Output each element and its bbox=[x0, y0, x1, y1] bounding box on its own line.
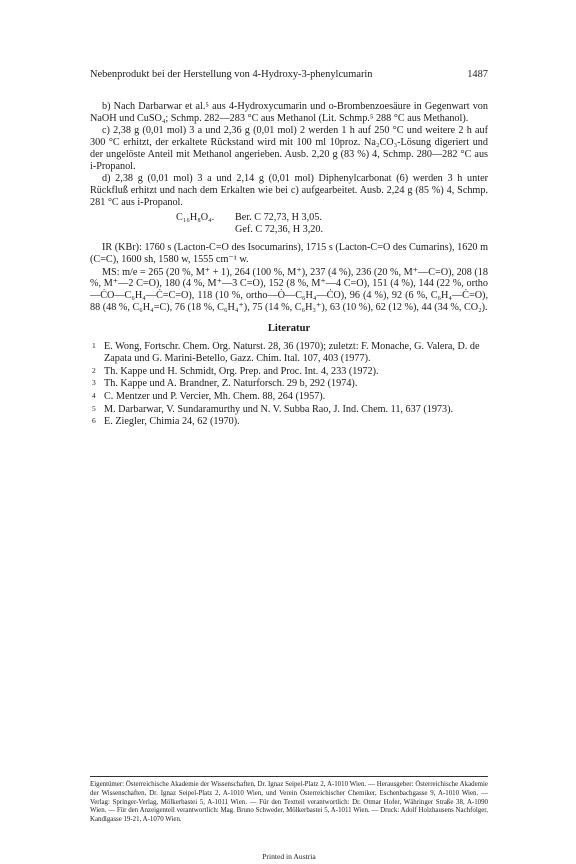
running-title: Nebenprodukt bei der Herstellung von 4-Hydroxy-3-phenylcumarin bbox=[90, 69, 373, 80]
calculated-values: Ber. C 72,73, H 3,05. bbox=[235, 212, 322, 224]
reference-item: 3 Th. Kappe und A. Brandner, Z. Naturforsch. 29 b, 292 (1974). bbox=[92, 378, 358, 390]
article-body bbox=[90, 101, 488, 429]
ir-data: IR (KBr): 1760 s (Lacton-C=O des Isocumarins), 1715 s (Lacton-C=O des Cumarins), 1620 m (C=C), 1600 sh, 1580 w, 1555 cm⁻¹ w. bbox=[90, 242, 488, 266]
reference-item: 6 E. Ziegler, Chimia 24, 62 (1970). bbox=[92, 416, 240, 428]
reference-item: 5 M. Darbarwar, V. Sundaramurthy und N. V. Subba Rao, J. Ind. Chem. 11, 637 (1973). bbox=[92, 403, 454, 415]
printed-in-note: Printed in Austria bbox=[262, 852, 316, 861]
molecular-formula: C₁₆H₈O₄. bbox=[176, 212, 215, 224]
found-values: Gef. C 72,36, H 3,20. bbox=[235, 224, 324, 236]
reference-item: 2 Th. Kappe und H. Schmidt, Org. Prep. and Proc. Int. 4, 233 (1972). bbox=[92, 365, 379, 377]
footer-divider bbox=[90, 776, 488, 777]
page-number: 1487 bbox=[467, 69, 488, 80]
procedure-d: d) 2,38 g (0,01 mol) 3 a und 2,14 g (0,01 mol) Diphenylcarbonat (6) werden 3 h unter Rückfluß erhitzt und nach dem Erkalten wie bei c) aufgearbeitet. Ausb. 2,24 g (85 %) 4, Schmp. 281 °C aus i-Propanol. bbox=[90, 173, 488, 208]
reference-list bbox=[90, 341, 488, 428]
reference-item: 1 E. Wong, Fortschr. Chem. Org. Naturst. 28, 36 (1970); zuletzt: F. Monache, G. Valera, D. de Zapata und G. Marini-Betello, Gazz. Chim. Ital. 107, 403 (1977). bbox=[92, 341, 480, 364]
reference-item: 4 C. Mentzer und P. Vercier, Mh. Chem. 88, 264 (1957). bbox=[92, 391, 326, 403]
ms-data: MS: m/e = 265 (20 %, M⁺ + 1), 264 (100 %, M⁺), 237 (4 %), 236 (20 %, M⁺—C=O), 208 (18 %, M⁺—2 C=O), 180 (4 %, M⁺—3 C=O), 152 (8 %, M⁺—4 C=O), 151 (4 %), 144 (22 %, ortho—ĊO—C₆H₄—Ċ=C=O), 118 (10 %, ortho—Ȯ—C₆H₄—ĊO), 96 (4 %), 92 (6 %, C₆H₄—Ċ=O), 88 (48 %, C₆H₄=C), 76 (18 %, C₆H₄⁺), 75 (14 %, C₆H₃⁺), 63 (10 %), 62 (12 %), 44 (34 %, CO₂). bbox=[90, 266, 488, 313]
publisher-imprint: Eigentümer: Österreichische Akademie der Wissenschaften, Dr. Ignaz Seipel-Platz 2, A-1010 Wien. — Herausgeber: Österreichische Akademie der Wissenschaften, Dr. Ignaz Seipel-Platz 2, A-1010 Wien, und Verein Österreichischer Chemiker, Eschenbachgasse 9, A-1010 Wien. — Verlag: Springer-Verlag, Mölkerbastei 5, A-1011 Wien. — Für den Textteil verantwortlich: Dr. Otmar Hofer, Währinger Straße 38, A-1090 Wien. — Für den Anzeigenteil verantwortlich: Mag. Bruno Schweder, Mölkerbastei 5, A-1011 Wien. — Druck: Adolf Holzhausens Nachfolger, Kandlgasse 19-21, A-1070 Wien. bbox=[90, 781, 488, 824]
procedure-c: c) 2,38 g (0,01 mol) 3 a und 2,36 g (0,01 mol) 2 werden 1 h auf 250 °C und weitere 2 h auf 300 °C erhitzt, der erkaltete Rückstand wird mit 100 ml 10proz. Na₂CO₃-Lösung digeriert und der ungelöste Anteil mit Methanol angerieben. Ausb. 2,20 g (83 %) 4, Schmp. 280—282 °C aus i-Propanol. bbox=[90, 125, 488, 172]
running-header bbox=[90, 69, 488, 80]
procedure-b: b) Nach Darbarwar et al.⁵ aus 4-Hydroxycumarin und o-Brombenzoesäure in Gegenwart von NaOH und CuSO₄; Schmp. 282—283 °C aus Methanol (Lit. Schmp.⁵ 288 °C aus Methanol). bbox=[90, 101, 488, 124]
literature-heading: Literatur bbox=[267, 322, 311, 334]
elemental-analysis bbox=[90, 212, 488, 236]
